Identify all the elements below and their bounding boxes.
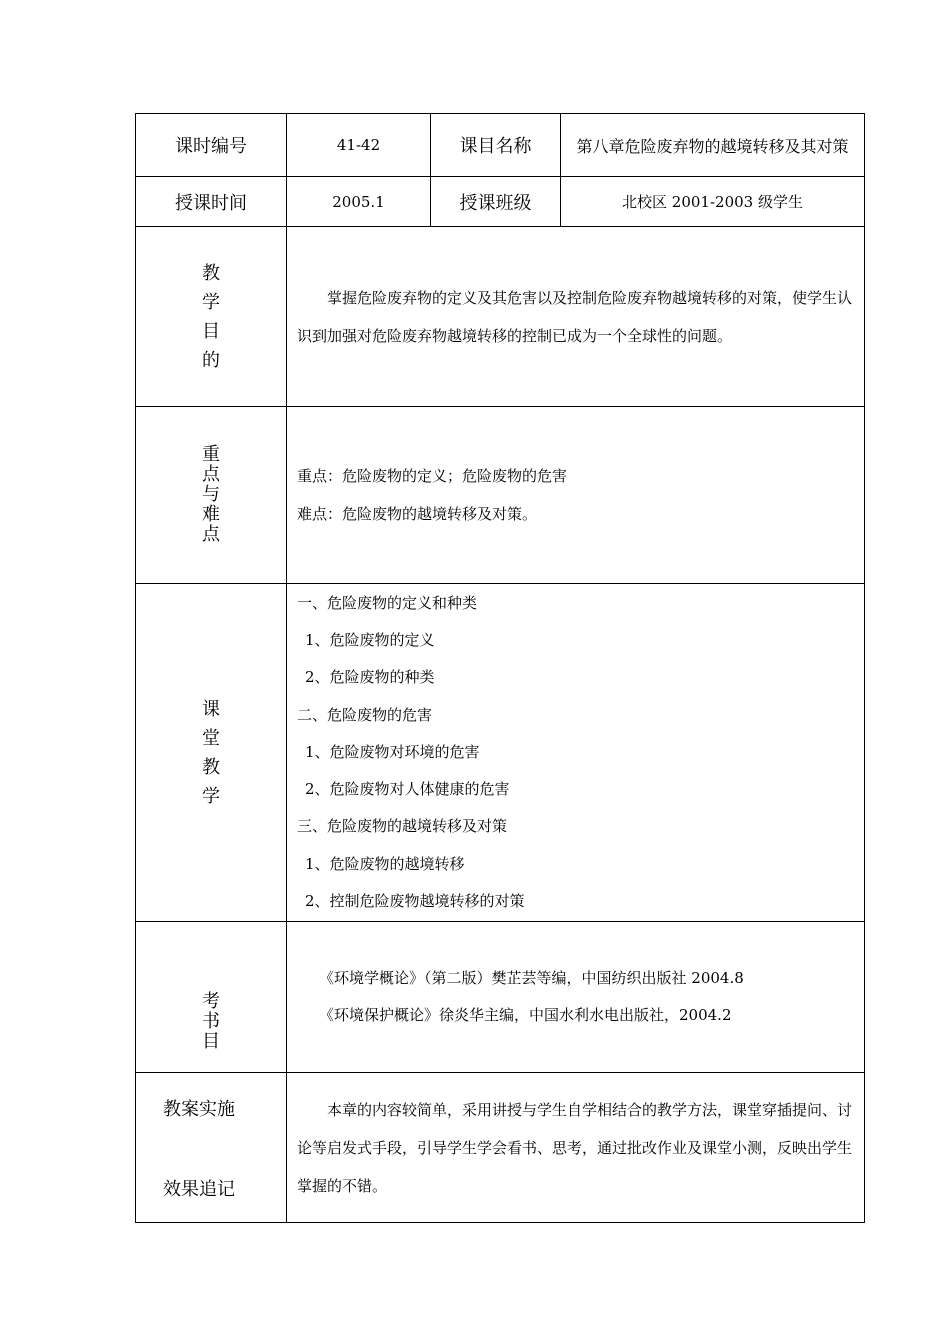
key-point-line: 重点：危险废物的定义；危险废物的危害 [297, 467, 568, 485]
header-row-1 [136, 114, 865, 177]
outline-item: 2、危险废物对人体健康的危害 [305, 780, 510, 799]
teaching-time-value: 2005.1 [287, 177, 431, 227]
lesson-number-label: 课时编号 [136, 114, 287, 177]
reference-book: 《环境学概论》（第二版）樊芷芸等编，中国纺织出版社 2004.8 [319, 969, 744, 987]
outline-item: 1、危险废物对环境的危害 [305, 742, 480, 761]
references-label: 考 书 目 [136, 922, 287, 1073]
class-value: 北校区 2001-2003 级学生 [561, 177, 865, 227]
objectives-label: 教 学 目 的 [136, 227, 287, 407]
classroom-outline [287, 584, 865, 922]
classroom-label: 课 堂 教 学 [136, 584, 287, 922]
references-row [136, 922, 865, 1073]
references-content [287, 922, 865, 1073]
outline-item: 三、危险废物的越境转移及对策 [297, 817, 508, 836]
lesson-number-value: 41-42 [287, 114, 431, 177]
class-label: 授课班级 [431, 177, 561, 227]
difficulty-line: 难点：危险废物的越境转移及对策。 [297, 505, 538, 523]
outline-item: 2、危险废物的种类 [305, 668, 435, 687]
outline-item: 1、危险废物的定义 [305, 630, 435, 649]
lesson-plan-table [135, 113, 865, 1223]
objectives-row [136, 227, 865, 407]
reference-book: 《环境保护概论》徐炎华主编，中国水利水电出版社，2004.2 [319, 1006, 732, 1024]
objectives-content: 掌握危险废弃物的定义及其危害以及控制危险废弃物越境转移的对策，使学生认识到加强对危险废弃物越境转移的控制已成为一个全球性的问题。 [287, 227, 865, 407]
key-points-row [136, 407, 865, 584]
outline-item: 一、危险废物的定义和种类 [297, 593, 478, 612]
key-points-content [287, 407, 865, 584]
feedback-label: 教案实施 效果追记 [136, 1073, 287, 1223]
subject-name-label: 课目名称 [431, 114, 561, 177]
subject-name-value: 第八章危险废弃物的越境转移及其对策 [561, 114, 865, 177]
feedback-content: 本章的内容较简单，采用讲授与学生自学相结合的教学方法，课堂穿插提问、讨论等启发式手段，引导学生学会看书、思考，通过批改作业及课堂小测，反映出学生掌握的不错。 [287, 1073, 865, 1223]
classroom-row [136, 584, 865, 922]
feedback-row [136, 1073, 865, 1223]
outline-item: 二、危险废物的危害 [297, 705, 433, 724]
teaching-time-label: 授课时间 [136, 177, 287, 227]
key-points-label: 重 点 与 难 点 [136, 407, 287, 584]
outline-item: 1、危险废物的越境转移 [305, 854, 465, 873]
header-row-2 [136, 177, 865, 227]
outline-item: 2、控制危险废物越境转移的对策 [305, 892, 525, 911]
